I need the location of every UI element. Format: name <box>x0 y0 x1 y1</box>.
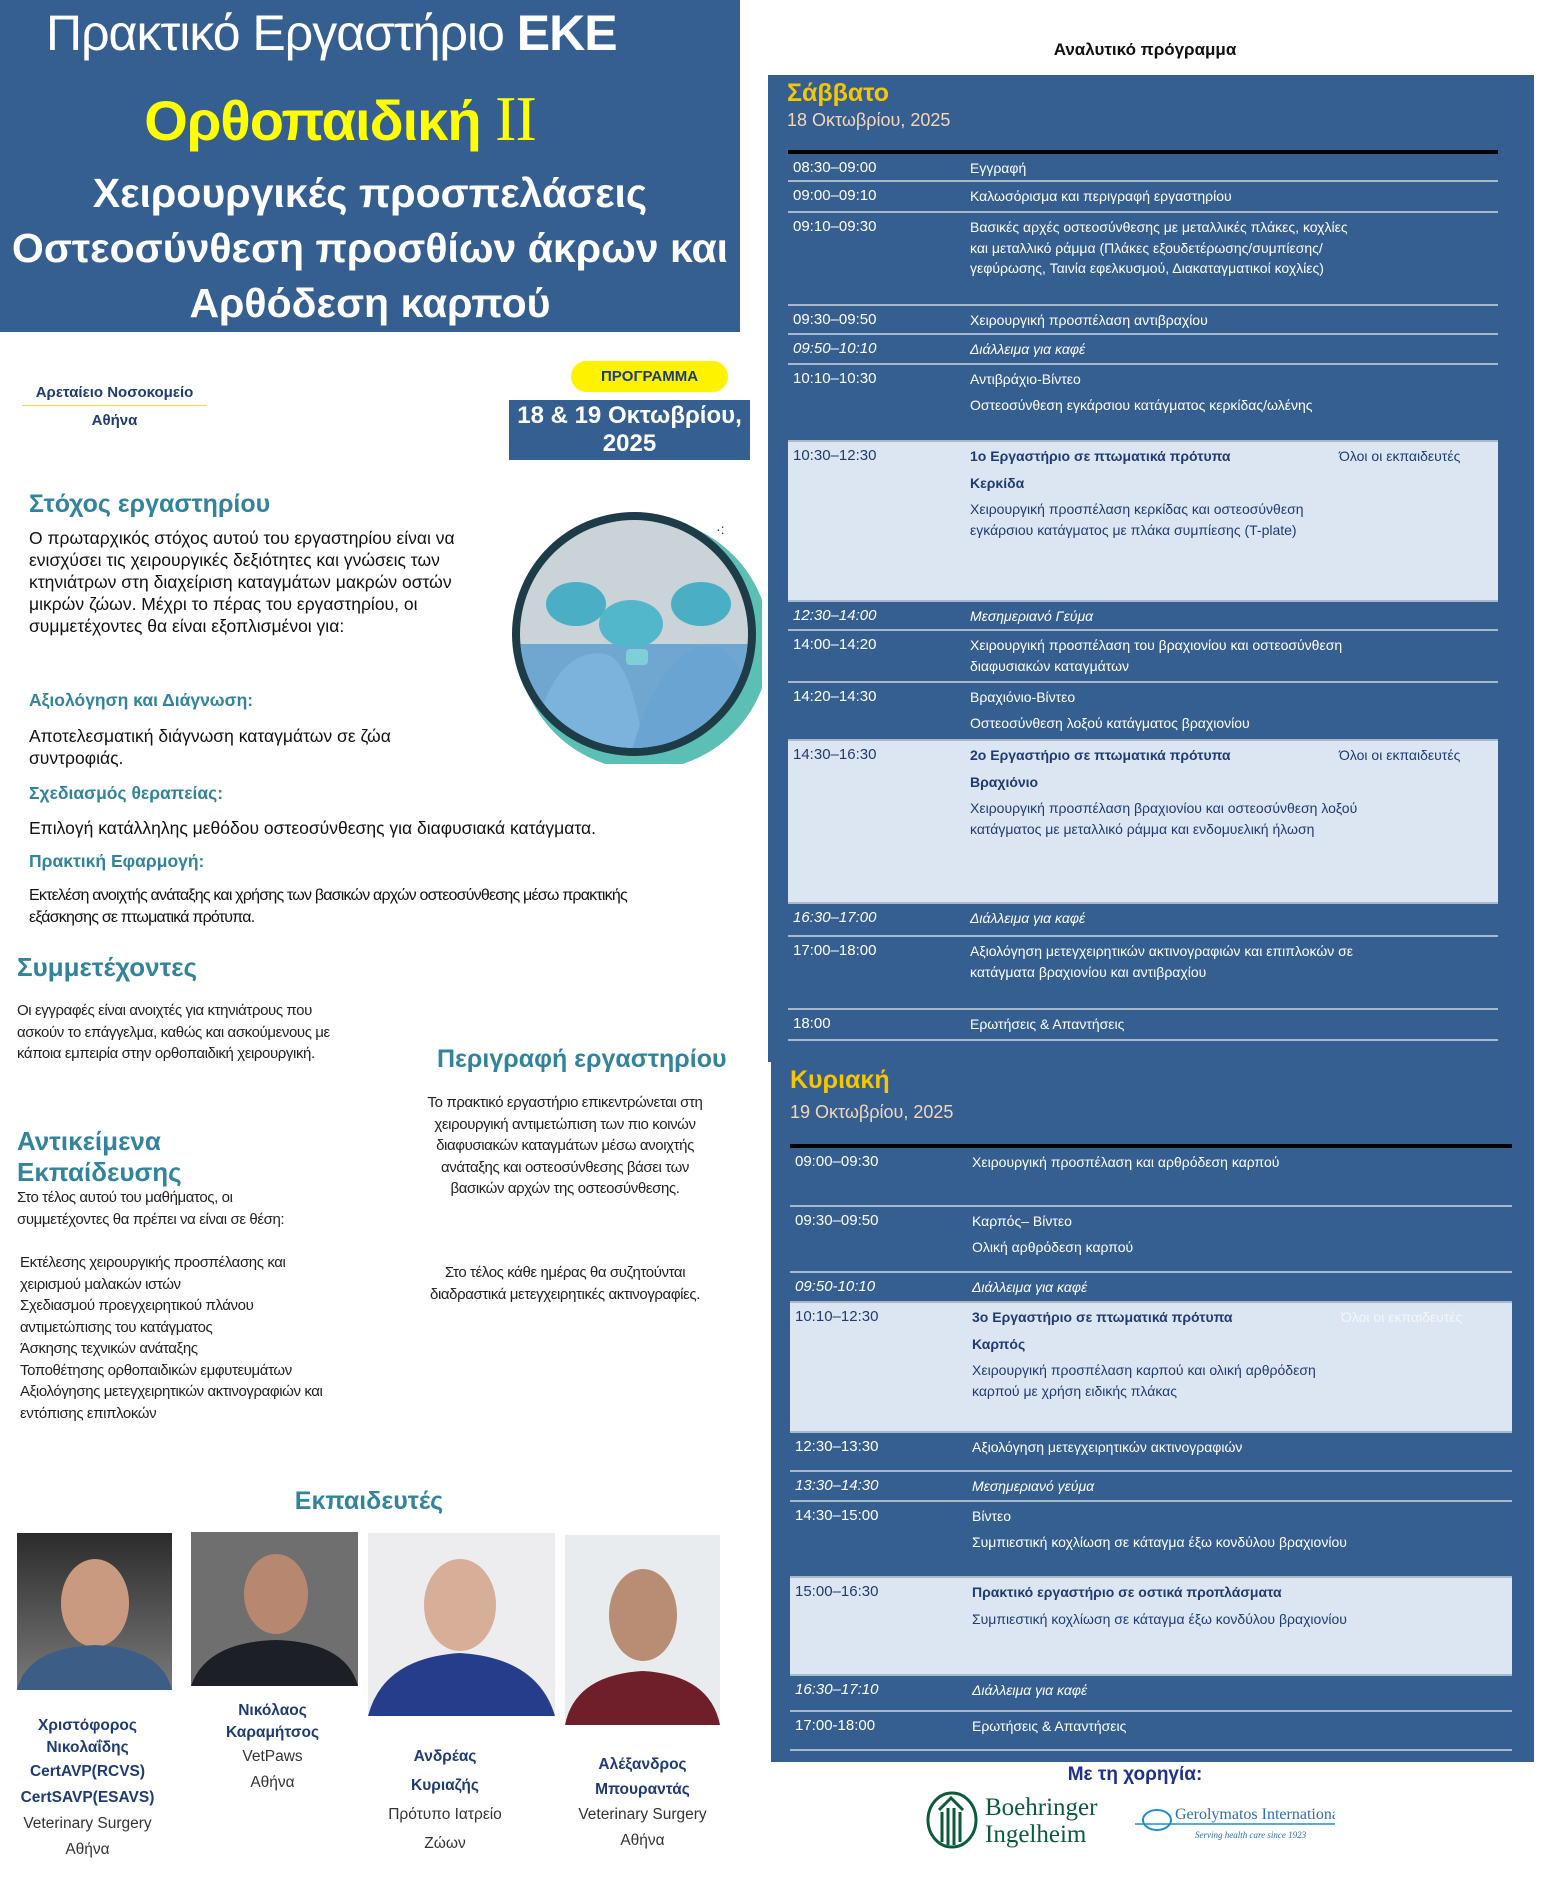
trainer-photo <box>565 1535 720 1725</box>
session-time: 17:00-18:00 <box>795 1717 876 1734</box>
trainer-photo <box>17 1533 172 1690</box>
session-line: Βασικές αρχές οστεοσύνθεσης με μεταλλικές πλάκες, κοχλίες και μεταλλικό ράμμα (Πλάκες εξουδετέρωσης/συμπίεσης/γεφύρωσης, Ταινία εφελκυσμού, Διακαταγματικοί κοχλίες) <box>970 219 1348 276</box>
session-subtitle: Βραχιόνιο <box>970 773 1039 790</box>
session-description <box>970 1014 1360 1040</box>
banner-roman: II <box>495 83 536 154</box>
objective-item: Τοποθέτησης ορθοπαιδικών εμφυτευμάτων <box>20 1361 292 1379</box>
schedule-row <box>788 306 1498 335</box>
session-subtitle: Κερκίδα <box>970 474 1025 491</box>
objectives-heading <box>17 1126 182 1188</box>
session-description <box>972 1152 1362 1178</box>
session-line: Διάλλειμα για καφέ <box>970 341 1086 357</box>
banner-prefix: Πρακτικό Εργαστήριο <box>46 5 517 61</box>
objectives-intro: Στο τέλος αυτού του μαθήματος, οι συμμετέχοντες θα πρέπει να είναι σε θέση: <box>17 1189 285 1228</box>
schedule-rows <box>788 154 1498 1041</box>
session-line: Ολική αρθρόδεση καρπού <box>972 1238 1134 1255</box>
trainer-name: Νικόλαος <box>238 1702 307 1719</box>
schedule-row <box>790 1472 1512 1502</box>
session-line: Χειρουργική προσπέλαση καρπού και ολική αρθρόδεση καρπού με χρήση ειδικής πλάκας <box>972 1362 1316 1399</box>
schedule-row <box>788 154 1498 182</box>
session-time: 10:30–12:30 <box>793 447 877 464</box>
session-time: 16:30–17:00 <box>793 909 877 926</box>
schedule-row <box>788 683 1498 741</box>
svg-text:·:: ·: <box>716 521 725 537</box>
trainer-org: Veterinary Surgery <box>578 1806 707 1823</box>
description-text-2: Στο τέλος κάθε ημέρας θα συζητούνται διαδραστικά μετεγχειρητικές ακτινογραφίες. <box>430 1264 700 1303</box>
session-line: Χειρουργική προσπέλαση κερκίδας και οστεοσύνθεση εγκάρσιου κατάγματος με πλάκα συμπίεσης (T-plate) <box>970 501 1304 538</box>
trainer-card <box>185 1700 360 1796</box>
schedule-row <box>790 1676 1512 1712</box>
goal-item-heading: Πρακτική Εφαρμογή: <box>29 851 205 871</box>
schedule-row <box>788 213 1498 306</box>
trainer-org: Veterinary Surgery <box>23 1815 152 1832</box>
session-description <box>972 1307 1362 1406</box>
schedule-row <box>788 1010 1498 1041</box>
trainer-city: Ζώων <box>424 1835 466 1852</box>
trainer-org: VetPaws <box>242 1748 303 1765</box>
session-description <box>972 1437 1362 1463</box>
session-time: 10:10–12:30 <box>795 1308 879 1325</box>
svg-text:Serving health care since 1923: Serving health care since 1923 <box>1195 1830 1307 1840</box>
session-description <box>972 1277 1362 1303</box>
objective-item: Αξιολόγησης μετεγχειρητικών ακτινογραφιών και εντόπισης επιπλοκών <box>20 1383 323 1422</box>
schedule-row <box>788 365 1498 442</box>
goal-item-text: Εκτελέση ανοιχτής ανάταξης και χρήσης των βασικών αρχών οστεοσύνθεσης μέσω πρακτικής εξάσκησης σε πτωματικά πρότυπα. <box>29 887 627 926</box>
schedule-row-workshop <box>788 442 1498 602</box>
session-description <box>970 217 1360 284</box>
banner-line-3: Χειρουργικές προσπελάσεις <box>92 170 648 216</box>
objective-item: Σχεδιασμού προεγχειρητικού πλάνου αντιμετώπισης του κατάγματος <box>20 1297 254 1336</box>
banner-eke: ΕΚΕ <box>516 5 617 61</box>
objectives-heading-1: Αντικείμενα <box>17 1126 161 1156</box>
schedule-row <box>788 182 1498 213</box>
banner-line-5: Αρθόδεση καρπού <box>189 280 551 326</box>
session-line: Οστεοσύνθεση λοξού κατάγματος βραχιονίου <box>970 714 1250 731</box>
session-description <box>972 1680 1362 1706</box>
session-line: Χειρουργική προσπέλαση και αρθρόδεση καρπού <box>972 1154 1280 1170</box>
session-title: 1ο Εργαστήριο σε πτωματικά πρότυπα <box>970 448 1231 464</box>
sponsor-label: Με τη χορηγία: <box>1067 1764 1203 1785</box>
session-description <box>972 1506 1362 1557</box>
session-time: 13:30–14:30 <box>795 1477 879 1494</box>
schedule-day-sunday <box>771 1062 1534 1762</box>
banner-line-1 <box>46 4 617 62</box>
session-time: 18:00 <box>793 1015 831 1032</box>
session-instructors: Όλοι οι εκπαιδευτές <box>1339 747 1461 763</box>
goal-item-heading: Αξιολόγηση και Διάγνωση: <box>29 690 254 710</box>
session-description <box>970 606 1360 632</box>
goal-item-text: Αποτελεσματική διάγνωση καταγμάτων σε ζώα συντροφιάς. <box>29 726 391 768</box>
trainer-credential: CertSAVP(ESAVS) <box>20 1789 155 1806</box>
session-line: Μεσημεριανό Γεύμα <box>970 608 1094 624</box>
description-text: Το πρακτικό εργαστήριο επικεντρώνεται στη χειρουργική αντιμετώπιση των πιο κοινών διαφυσιακών καταγμάτων μέσω ανοιχτής ανάταξης και οστεοσύνθεσης βάσει των βασικών αρχών της οστεοσύνθεσης. <box>427 1094 703 1197</box>
goal-heading: Στόχος εργαστηρίου <box>29 490 271 518</box>
schedule-rows <box>790 1148 1512 1751</box>
session-line: Οστεοσύνθεση εγκάρσιου κατάγματος κερκίδας/ωλένης <box>970 396 1313 413</box>
svg-text:Ingelheim: Ingelheim <box>985 1821 1087 1848</box>
trainer-name: Μπουραντάς <box>595 1781 690 1798</box>
session-line: Ερωτήσεις & Απαντήσεις <box>972 1718 1127 1734</box>
session-line: Συμπιεστική κοχλίωση σε κάταγμα έξω κονδύλου βραχιονίου <box>972 1610 1347 1627</box>
session-time: 09:50–10:10 <box>793 340 877 357</box>
session-line: Αξιολόγηση μετεγχειρητικών ακτινογραφιών και επιπλοκών σε κατάγματα βραχιονίου και αντιβραχίου <box>970 943 1354 980</box>
session-description <box>972 1716 1362 1742</box>
day-name: Σάββατο <box>787 79 889 107</box>
program-badge: ΠΡΟΓΡΑΜΜΑ <box>571 361 728 392</box>
trainer-name: Νικολαΐδης <box>46 1739 129 1756</box>
trainer-card <box>360 1742 530 1858</box>
session-title: 3ο Εργαστήριο σε πτωματικά πρότυπα <box>972 1309 1233 1325</box>
trainer-city: Αθήνα <box>250 1774 295 1791</box>
session-line: Ερωτήσεις & Απαντήσεις <box>970 1016 1125 1032</box>
day-date: 19 Οκτωβρίου, 2025 <box>790 1102 954 1122</box>
session-line: Χειρουργική προσπέλαση βραχιονίου και οστεοσύνθεση λοξού κατάγματος με μεταλλικό ράμμα και ενδομυελική ήλωση <box>970 800 1358 837</box>
session-line: Καλωσόρισμα και περιγραφή εργαστηρίου <box>970 188 1232 204</box>
session-time: 10:10–10:30 <box>793 370 877 387</box>
session-line: Βραχιόνιο-Βίντεο <box>970 689 1076 705</box>
event-date-line1: 18 & 19 Οκτωβρίου, <box>517 402 742 429</box>
schedule-row <box>790 1273 1512 1303</box>
gerolymatos-logo <box>1135 1800 1335 1845</box>
session-line: Εγγραφή <box>970 160 1027 176</box>
trainer-city: Αθήνα <box>620 1832 665 1849</box>
schedule-row-workshop <box>788 741 1498 904</box>
session-description <box>972 1582 1362 1634</box>
goal-item-heading: Σχεδιασμός θεραπείας: <box>29 783 224 803</box>
session-instructors: Όλοι οι εκπαιδευτές <box>1341 1309 1463 1325</box>
svg-text:Gerolymatos International: Gerolymatos International <box>1175 1806 1335 1823</box>
session-time: 08:30–09:00 <box>793 159 877 176</box>
venue-city: Αθήνα <box>91 412 138 429</box>
schedule-row-workshop <box>790 1303 1512 1433</box>
session-line: Χειρουργική προσπέλαση αντιβραχίου <box>970 312 1208 328</box>
participants-heading: Συμμετέχοντες <box>17 952 198 982</box>
surgery-team-photo <box>506 494 762 764</box>
day-date: 18 Οκτωβρίου, 2025 <box>787 110 951 130</box>
session-time: 09:30–09:50 <box>795 1212 879 1229</box>
schedule-row <box>788 904 1498 937</box>
schedule-row <box>788 335 1498 365</box>
trainer-name: Αλέξανδρος <box>598 1756 687 1773</box>
schedule-day-saturday <box>768 75 1534 1062</box>
session-description <box>970 635 1360 681</box>
session-line: Χειρουργική προσπέλαση του βραχιονίου και οστεοσύνθεση διαφυσιακών καταγμάτων <box>970 637 1343 674</box>
session-line: Βίντεο <box>972 1508 1012 1524</box>
session-instructors: Όλοι οι εκπαιδευτές <box>1339 448 1461 464</box>
banner-line-2 <box>0 82 680 156</box>
session-description <box>972 1476 1362 1502</box>
session-description <box>970 186 1360 212</box>
session-time: 12:30–14:00 <box>793 607 877 624</box>
banner-subtitle <box>0 166 740 331</box>
trainer-org: Πρότυπο Ιατρείο <box>388 1806 502 1823</box>
svg-text:Boehringer: Boehringer <box>985 1794 1098 1821</box>
session-time: 14:30–15:00 <box>795 1507 879 1524</box>
trainers-heading: Εκπαιδευτές <box>294 1487 444 1515</box>
session-description <box>970 687 1360 738</box>
schedule-title: Αναλυτικό πρόγραμμα <box>1053 40 1237 59</box>
venue <box>22 384 207 429</box>
session-time: 15:00–16:30 <box>795 1583 879 1600</box>
trainer-photo <box>191 1532 358 1686</box>
session-description <box>972 1211 1362 1262</box>
session-line: Αξιολόγηση μετεγχειρητικών ακτινογραφιών <box>972 1439 1243 1455</box>
description-heading: Περιγραφή εργαστηρίου <box>437 1045 727 1073</box>
participants-text: Οι εγγραφές είναι ανοιχτές για κτηνιάτρους που ασκούν το επάγγελμα, καθώς και ασκούμενους με κάποια εμπειρία στην ορθοπαιδική χειρουργική. <box>17 1002 330 1062</box>
session-description <box>970 908 1360 934</box>
session-time: 12:30–13:30 <box>795 1438 879 1455</box>
banner-line-4: Οστεοσύνθεση προσθίων άκρων και <box>11 225 729 271</box>
banner-orthopedics: Ορθοπαιδική <box>144 89 496 152</box>
session-line: Διάλλειμα για καφέ <box>972 1682 1088 1698</box>
session-line: Μεσημεριανό γεύμα <box>972 1478 1095 1494</box>
day-name: Κυριακή <box>790 1066 890 1094</box>
schedule-row <box>790 1712 1512 1751</box>
session-line: Διάλλειμα για καφέ <box>970 910 1086 926</box>
session-time: 14:20–14:30 <box>793 688 877 705</box>
session-description <box>970 339 1360 365</box>
trainer-name: Καραμήτσος <box>225 1724 320 1741</box>
trainer-card <box>0 1715 175 1863</box>
objective-item: Άσκησης τεχνικών ανάταξης <box>20 1340 198 1357</box>
trainer-credential: CertAVP(RCVS) <box>29 1763 146 1780</box>
schedule-row <box>788 937 1498 1010</box>
goal-text: Ο πρωταρχικός στόχος αυτού του εργαστηρίου είναι να ενισχύσει τις χειρουργικές δεξιότητες και γνώσεις των κτηνιάτρων στη διαχείριση καταγμάτων μακρών οστών μικρών ζώων. Μέχρι το πέρας του εργαστηρίου, οι συμμετέχοντες θα είναι εξοπλισμένοι για: <box>29 528 455 636</box>
schedule-row <box>790 1433 1512 1472</box>
session-time: 14:00–14:20 <box>793 636 877 653</box>
session-time: 09:00–09:10 <box>793 187 877 204</box>
event-date <box>509 400 750 460</box>
session-time: 14:30–16:30 <box>793 746 877 763</box>
session-time: 16:30–17:10 <box>795 1681 879 1698</box>
trainer-name: Χριστόφορος <box>38 1717 137 1734</box>
session-subtitle: Καρπός <box>972 1335 1026 1352</box>
session-time: 17:00–18:00 <box>793 942 877 959</box>
session-line: Συμπιεστική κοχλίωση σε κάταγμα έξω κονδύλου βραχιονίου <box>972 1533 1347 1550</box>
session-line: Αντιβράχιο-Βίντεο <box>970 371 1081 387</box>
schedule-row <box>790 1148 1512 1207</box>
boehringer-ingelheim-logo <box>925 1790 1115 1850</box>
trainer-card <box>555 1752 730 1854</box>
session-description <box>970 310 1360 336</box>
trainer-city: Αθήνα <box>65 1841 110 1858</box>
session-time: 09:00–09:30 <box>795 1153 879 1170</box>
session-title: Πρακτικό εργαστήριο σε οστικά προπλάσματα <box>972 1584 1282 1600</box>
session-description <box>970 158 1360 184</box>
session-description <box>970 745 1360 844</box>
session-time: 09:50-10:10 <box>795 1278 876 1295</box>
venue-name: Αρεταίειο Νοσοκομείο <box>22 384 207 406</box>
title-banner <box>0 0 740 332</box>
session-time: 09:10–09:30 <box>793 218 877 235</box>
trainer-name: Ανδρέας <box>413 1748 477 1765</box>
session-time: 09:30–09:50 <box>793 311 877 328</box>
goal-item-text: Επιλογή κατάλληλης μεθόδου οστεοσύνθεσης για διαφυσιακά κατάγματα. <box>29 818 596 838</box>
objective-item: Εκτέλεσης χειρουργικής προσπέλασης και χειρισμού μαλακών ιστών <box>20 1254 286 1293</box>
schedule-row <box>790 1502 1512 1578</box>
session-title: 2ο Εργαστήριο σε πτωματικά πρότυπα <box>970 747 1231 763</box>
session-description <box>970 446 1360 545</box>
session-description <box>970 941 1360 987</box>
schedule-row <box>788 631 1498 683</box>
objectives-list <box>20 1252 330 1424</box>
objectives-heading-2: Εκπαίδευσης <box>17 1157 182 1187</box>
event-date-line2: 2025 <box>602 430 657 457</box>
trainer-photo <box>368 1533 555 1716</box>
schedule-row <box>790 1207 1512 1273</box>
schedule-row-workshop <box>790 1578 1512 1676</box>
session-line: Διάλλειμα για καφέ <box>972 1279 1088 1295</box>
session-description <box>970 369 1360 420</box>
schedule-row <box>788 602 1498 631</box>
session-line: Καρπός– Βίντεο <box>972 1213 1072 1229</box>
trainer-name: Κυριαζής <box>411 1777 479 1794</box>
